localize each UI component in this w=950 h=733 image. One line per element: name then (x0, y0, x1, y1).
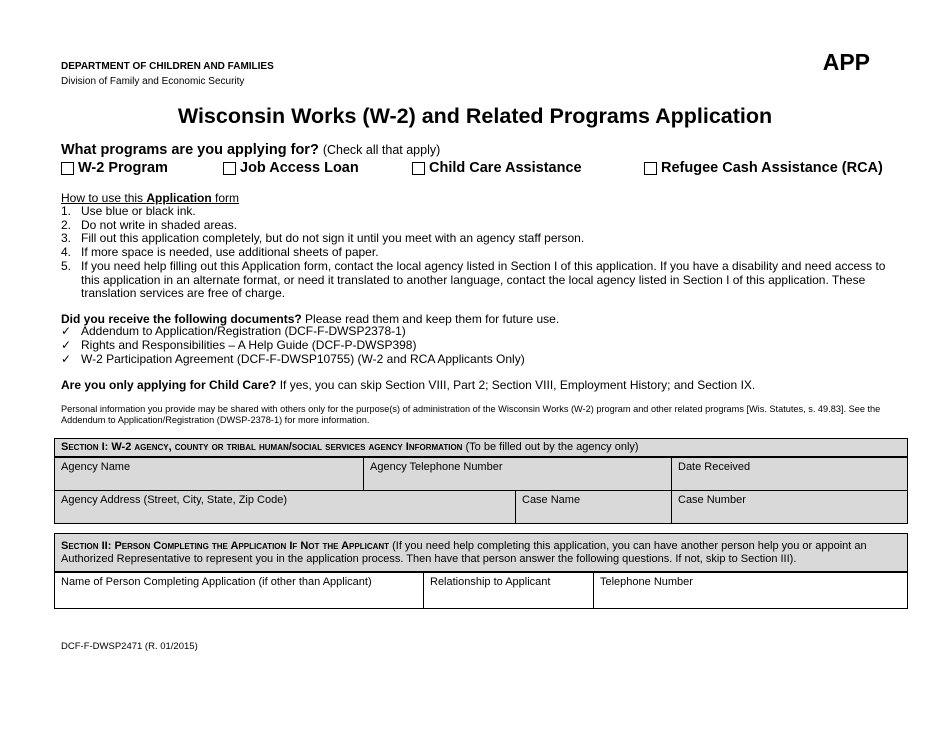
child-care-question-text: Are you only applying for Child Care? (61, 378, 277, 392)
step-number: 3. (61, 231, 72, 246)
documents-list (61, 325, 525, 366)
howto-bold: Application (146, 191, 212, 205)
documents-question-text: Did you receive the following documents? (61, 312, 302, 326)
section-1-row-2 (55, 490, 907, 523)
programs-question (61, 142, 440, 158)
howto-suffix: form (211, 191, 240, 205)
step-text: Fill out this application completely, but do not sign it until you meet with an agency staff person. (81, 231, 585, 246)
check-icon: ✓ (61, 324, 72, 338)
documents-instruction: Please read them and keep them for future use. (301, 312, 560, 326)
step-text: If you need help filling out this Application form, contact the local agency listed in Section I of this application. If you have a disability and need access to this application in an alternate format, or need it translated to another language, contact the local agency listed in Section I of this application. These translation services are free of charge. (81, 258, 886, 301)
date-received-field (671, 458, 907, 490)
section-2-note: (If you need help completing this application, you can have another person help you or appoint an Authorized Representative to represent you in the application process. Then have that person answer the following questions. If not, skip to Section III). (61, 540, 867, 565)
telephone-field[interactable] (593, 573, 907, 608)
agency-address-field (55, 491, 515, 523)
date-received-label: Date Received (678, 461, 751, 473)
section-2-header (55, 534, 907, 572)
program-option-child-care[interactable] (412, 160, 582, 176)
case-number-field (671, 491, 907, 523)
child-care-text: If yes, you can skip Section VIII, Part 2; Section VIII, Employment History; and Section IX. (276, 378, 756, 392)
document-name: Rights and Responsibilities – A Help Guide (DCF-P-DWSP398) (81, 337, 417, 352)
program-option-rca[interactable] (644, 160, 883, 176)
child-care-checkbox[interactable] (412, 162, 425, 175)
w2-checkbox[interactable] (61, 162, 74, 175)
list-item (61, 219, 891, 233)
check-icon: ✓ (61, 337, 72, 352)
agency-address-label: Agency Address (Street, City, State, Zip Code) (61, 494, 288, 506)
program-label: W-2 Program (78, 160, 168, 176)
person-name-field[interactable] (55, 573, 423, 608)
programs-note: (Check all that apply) (322, 143, 441, 157)
list-item (61, 232, 891, 246)
program-option-job-access-loan[interactable] (223, 160, 359, 176)
relationship-field[interactable] (423, 573, 593, 608)
step-text: Do not write in shaded areas. (81, 217, 238, 232)
agency-name-field (55, 458, 363, 490)
list-item (61, 205, 891, 219)
step-number: 1. (61, 204, 72, 218)
job-access-loan-checkbox[interactable] (223, 162, 236, 175)
step-text: Use blue or black ink. (81, 204, 196, 218)
document-name: W-2 Participation Agreement (DCF-F-DWSP10755) (W-2 and RCA Applicants Only) (81, 351, 525, 366)
program-label: Refugee Cash Assistance (RCA) (661, 160, 883, 176)
section-1-row-1 (55, 457, 907, 490)
section-1-header (55, 439, 907, 457)
section-1-note: (To be filled out by the agency only) (462, 441, 639, 453)
howto-prefix: How to use this (61, 191, 147, 205)
step-number: 5. (61, 258, 72, 273)
program-option-w2[interactable] (61, 160, 168, 176)
relationship-label: Relationship to Applicant (430, 576, 551, 588)
rca-checkbox[interactable] (644, 162, 657, 175)
section-2-row-1 (55, 572, 907, 608)
step-number: 4. (61, 245, 72, 260)
form-code: APP (822, 49, 870, 75)
list-item (61, 260, 891, 301)
program-label: Child Care Assistance (429, 160, 582, 176)
agency-name-label: Agency Name (61, 461, 131, 473)
privacy-notice: Personal information you provide may be shared with others only for the purpose(s) of administration of the Wisconsin Works (W-2) program and other related programs [Wis. Statutes, s. 49.83]. See the Addendum to Application/Registration (DWSP-2378-1) for more information. (61, 404, 881, 425)
form-id: DCF-F-DWSP2471 (R. 01/2015) (61, 641, 198, 652)
section-2-title: Section II: Person Completing the Application If Not the Applicant (61, 540, 390, 552)
department-name: DEPARTMENT OF CHILDREN AND FAMILIES (61, 61, 274, 72)
child-care-question (61, 378, 755, 392)
case-number-label: Case Number (678, 494, 746, 506)
agency-phone-label: Agency Telephone Number (370, 461, 503, 473)
case-name-field (515, 491, 671, 523)
check-icon: ✓ (61, 351, 72, 366)
agency-phone-field (363, 458, 671, 490)
step-text: If more space is needed, use additional sheets of paper. (81, 245, 379, 260)
telephone-label: Telephone Number (600, 576, 693, 588)
section-1 (54, 438, 908, 524)
division-name: Division of Family and Economic Security (61, 76, 245, 87)
step-number: 2. (61, 217, 72, 232)
instruction-list (61, 205, 891, 301)
section-2 (54, 533, 908, 609)
programs-question-text: What programs are you applying for? (61, 142, 319, 158)
list-item (61, 325, 525, 339)
list-item (61, 353, 525, 367)
section-1-title: Section I: W-2 agency, county or tribal human/social services agency Information (61, 441, 463, 453)
document-name: Addendum to Application/Registration (DCF-F-DWSP2378-1) (81, 324, 406, 338)
page-title: Wisconsin Works (W-2) and Related Programs Application (177, 104, 773, 128)
list-item (61, 246, 891, 260)
howto-heading (61, 191, 239, 205)
person-name-label: Name of Person Completing Application (if other than Applicant) (61, 576, 372, 588)
program-label: Job Access Loan (240, 160, 359, 176)
case-name-label: Case Name (522, 494, 581, 506)
list-item (61, 339, 525, 353)
